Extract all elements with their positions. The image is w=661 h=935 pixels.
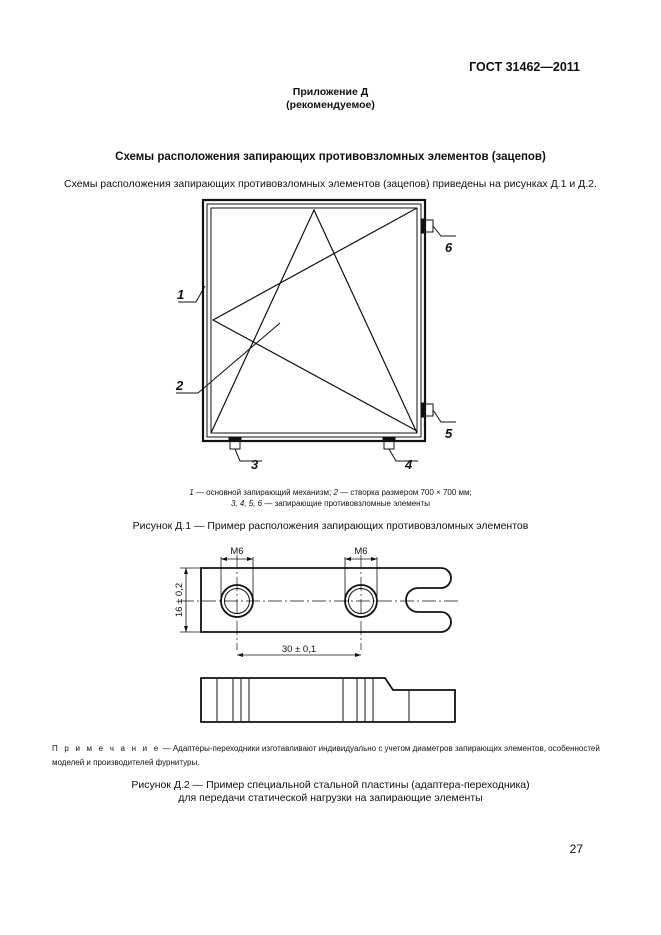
callout-1: 1 (177, 287, 185, 302)
figure-2-note: П р и м е ч а н и е — Адаптеры-переходники изготавливают индивидуально с учетом диаметров запирающих элементов, особенностей моделей и производителей фурнитуры. (52, 744, 600, 767)
callout-3: 3 (251, 457, 259, 472)
plate-top-view (201, 568, 451, 632)
callout-4: 4 (405, 457, 413, 472)
callout-2: 2 (176, 378, 184, 393)
figure-2-caption-line-2: для передачи статической нагрузки на запирающие элементы (178, 792, 483, 804)
figure-1-caption: Рисунок Д.1 — Пример расположения запирающих противовзломных элементов (132, 520, 529, 532)
callout-6: 6 (445, 240, 453, 255)
page-number: 27 (569, 842, 583, 856)
appendix-title: Приложение Д (292, 86, 369, 98)
figure-2-caption-line-1: Рисунок Д.2 — Пример специальной стальной пластины (адаптера-переходника) (131, 779, 530, 791)
section-heading: Схемы расположения запирающих противовзломных элементов (зацепов) (115, 151, 546, 163)
intro-paragraph: Схемы расположения запирающих противовзломных элементов (зацепов) приведены на рисунках Д.1 и Д.2. (64, 178, 597, 190)
appendix-subtitle: (рекомендуемое) (286, 99, 375, 111)
dim-thread-right: М6 (354, 546, 368, 557)
standard-number: ГОСТ 31462—2011 (469, 60, 580, 74)
callout-5: 5 (445, 426, 453, 441)
dim-height: 16 ± 0,2 (174, 582, 185, 618)
figure-1-legend-line-1: 1 — основной запирающий механизм; 2 — створка размером 700 × 700 мм; (189, 488, 472, 497)
dim-spacing: 30 ± 0,1 (281, 644, 317, 655)
dim-thread-left: М6 (230, 546, 244, 557)
figure-1-legend-line-2: 3, 4, 5, 6 — запирающие противовзломные элементы (230, 499, 430, 508)
plate-side-view (201, 678, 455, 722)
